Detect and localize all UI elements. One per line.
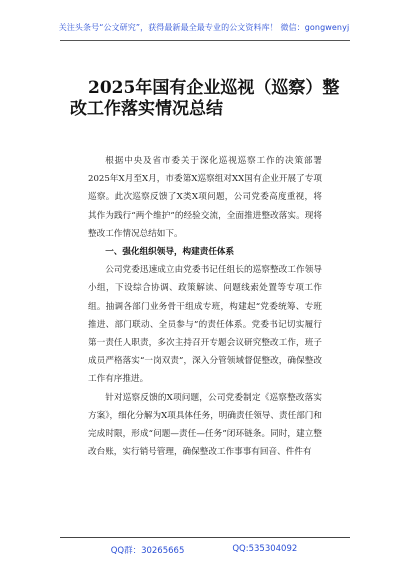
- footer-divider: [60, 537, 350, 538]
- header-banner: 关注头条号“公文研究”，获得最新最全最专业的公文资料库！ 微信：gongwenyj: [58, 23, 350, 32]
- paragraph-organization: 公司党委迅速成立由党委书记任组长的巡察整改工作领导小组，下设综合协调、政策解读、问题线索处置等专项工作组。抽调各部门业务骨干组成专班，构建起“党委统筹、专班推进、部门联动、全员参与”的责任体系。党委书记切实履行第一责任人职责，多次主持召开专题会议研究整改工作，班子成员严格落实“一岗双责”，深入分管领域督促整改，确保整改工作有序推进。: [88, 265, 322, 385]
- footer: [0, 544, 408, 556]
- footer-qq-contact: QQ:535304092: [232, 544, 298, 554]
- footer-qq-group: QQ群：30265665: [110, 546, 185, 556]
- header-divider: [60, 40, 350, 41]
- document-title: 2025年国有企业巡视（巡察）整改工作落实情况总结: [70, 78, 340, 119]
- document-body: [88, 152, 322, 461]
- section-heading: 一、强化组织领导，构建责任体系: [105, 247, 235, 258]
- paragraph-rectification-plan: 针对巡察反馈的X项问题，公司党委制定《巡察整改落实方案》，细化分解为X项具体任务，明确责任领导、责任部门和完成时限，形成“问题—责任—任务”闭环链条。同时，建立整改台账，实行销号管理，确保整改工作事事有回音、件件有: [88, 392, 322, 458]
- paragraph-intro: 根据中央及省市委关于深化巡视巡察工作的决策部署2025年X月至X月，市委第X巡察组对XX国有企业开展了专项巡察。此次巡察反馈了X类X项问题，公司党委高度重视，将其作为践行“两个维护”的经验交流，全面推进整改落实。现将整改工作情况总结如下。: [88, 156, 322, 239]
